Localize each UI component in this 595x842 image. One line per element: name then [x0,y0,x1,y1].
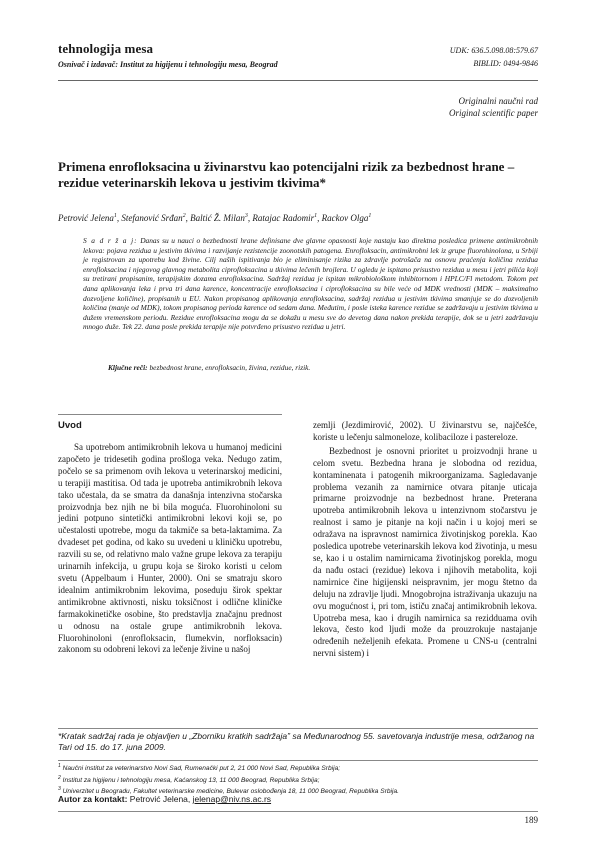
body-paragraph: Bezbednost je osnovni prioritet u proizvodnji hrane u celom svetu. Bezbedna hrana je slobodna od rezidua, kontaminenata i patogenih mikroorganizama. Sagledavanje problema vezanih za namirnice otvara pitanje uticaja primarne proizvodnje na bezbednost hrane. Preterana upotreba antimikrobnih lekova u intenzivnom stočarstvu je realnost i samo je pitanje na koji način i u kojoj meri se odražava na ispravnost namirnica životinjskog porekla. Kao posledica upotrebe veterinarskih lekova kod životinja, u mesu se, kao i u ostalim namirnicama životinjskog porekla, mogu da nađu ostaci (rezidue) lekova i njihovih metabolita, koji namirnice čine higijenski neispravnim, jer mogu štetno da deluju na zdravlje ljudi. Mnogobrojna istraživanja ukazuju na ovu mogućnost i, pri tom, ističu značaj antimikrobnih lekova. Upotreba mesa, kao i drugih namirnica sa rezidduama ovih lekova, često kod ljudi može da prouzrokuje nastajanje određenih neželjenih efekata. Promene u CNS-u (centralni nervni sistem) i [313,445,537,659]
keywords-label: Ključne reči: [108,363,148,372]
affiliation-text: Institut za higijenu i tehnologiju mesa, Kaćanskog 13, 11 000 Beograd, Republika Srbija; [62,776,320,784]
author-name: Stefanović Srđan [121,213,183,223]
author-name: Baltić Ž. Milan [190,213,245,223]
page-number: 189 [58,811,538,825]
udk-code: UDK: 636.5.098.08:579.67 [449,46,538,55]
journal-title: tehnologija mesa [58,41,154,56]
contact-label: Autor za kontakt: [58,794,128,804]
paper-type-en: Original scientific paper [449,108,538,118]
publisher-line: Osnivač i izdavač: Institut za higijenu i tehnologiju mesa, Beograd [58,60,278,69]
paper-type-sr: Originalni naučni rad [458,96,538,106]
author-name: Rackov Olga [321,213,369,223]
section-heading: Uvod [58,420,282,432]
body-column-right [313,420,537,662]
affiliation-mark: 2 [58,774,61,781]
author-affiliation-mark: 1 [368,213,372,219]
author-name: Ratajac Radomir [252,213,315,223]
paper-type [449,95,538,119]
body-column-left [58,420,282,658]
author-list: Petrović Jelena$^1$, Stefanović Srđan$^2$, Baltić Ž. Milan$^3$, Ratajac Radomir$^1$, Rackov Olga$^1$ [58,213,372,223]
affiliation-item [58,774,538,786]
contact-name: Petrović Jelena, [129,794,191,804]
journal-header [58,41,538,81]
affiliation-mark: 1 [58,763,61,769]
keywords-text: bezbednost hrane, enrofloksacin, živina, rezidue, rizik. [149,363,311,372]
author-affiliation-mark: 1 [113,213,117,219]
article-title: Primena enrofloksacina u živinarstvu kao potencijalni rizik za bezbednost hrane – rezidue veterinarskih lekova u jestivim tkivima* [58,159,515,190]
abstract-text: Danas su u nauci o bezbednosti hrane definisane dve glavne opasnosti koje nastaju kao direktna posledica primene antimikrobnih lekova: pojava rezidua u jestivim tkivima i razvijanje rezistencije zoonotskih patogena. Enrofloksacin, antimikrobni lek iz grupe fluorohinolona, u Srbiji je registrovan za upotrebu kod živine. Cilj naših ispitivanja bio je eliminisanje rizika za zdravlje potrošača na osnovu praćenja količina rezidua enrofloksacina i njegovog glavnog metabolita ciprofloksacina u tkivima lečenih brojlera. U ogledu je ispitano prisustvo rezidua u mesu i jetri pilića koji su tretirani propisanim, terapijskim dozama enrofloksacina. Sadržaj rezidua je ispitan mikrobiološkom inhibitornom i HPLC/Fl metodom. Tokom pet dana aplikovanja leka i prva tri dana karence, koncentracije enrofloksacina i ciprofloksacina su bile veće od MDK vrednosti (MDK – maksimalno dozvoljene količine), propisanih u EU. Nakon propisanog aplikovanja enrofloksacina, sadržaj rezidua u jestivim tkivima smanjuje se do dozvoljenih količina (manje od MDK), tokom propisanog perioda karence od sedam dana. Međutim, i posle isteka karence rezidue se zadržavaju u jestivim tkivima u dužem vremenskom periodu. Rezidue enrofloksacina mogu da se dokažu u mesu sve do devetog dana nakon prekida terapije, dok se u jetri zadržavaju mnogo duže. Tek 22. dana posle prekida terapije nije potvrđeno prisustvo rezidua u jetri. [83,236,538,332]
body-paragraph: zemlji (Jezdimirović, 2002). U živinarstvu se, najčešće, koriste u lečenju salmoneloze, kolibaciloze i pastereloze. [313,420,537,442]
affiliation-text: Univerzitet u Beogradu, Fakultet veterinarske medicine, Bulevar oslobođenja 18, 11 000 Beograd, Republika Srbija. [62,788,399,796]
contact-email-link[interactable]: jelenap@niv.ns.ac.rs [192,794,272,804]
affiliation-item [58,762,538,774]
keywords [108,363,310,372]
author-name: Petrović Jelena [58,213,114,223]
abstract [83,236,538,332]
contact-author [58,794,271,804]
author-affiliation-mark: 2 [182,213,186,219]
author-affiliation-mark: 1 [314,213,318,219]
abstract-label: S a d r ž a j: [83,236,138,245]
affiliation-mark: 3 [58,786,61,793]
affiliations [58,760,538,797]
author-affiliation-mark: 3 [244,213,248,219]
conference-footnote: *Kratak sadržaj rada je objavljen u „Zborniku kratkih sadržaja” sa Međunarodnog 55. savetovanja industrije mesa, održanog na Tari od 15. do 17. juna 2009. [58,728,538,753]
affiliation-text: Naučni institut za veterinarstvo Novi Sad, Rumenački put 2, 21 000 Novi Sad, Republika Srbija; [62,765,341,773]
body-paragraph: Sa upotrebom antimikrobnih lekova u humanoj medicini započeto je tridesetih godina prošloga veka. Nedugo zatim, počelo se sa primenom ovih lekova u veterinarskoj medicini, u terapiji mastitisa. Od tada je upotreba antimikrobnih lekova tako učestala, da se smatra da današnja intenzivna stočarska proizvodnja bez njih ne bi bila moguća. Fluorohinoloni su jedini potpuno sintetički antimikrobni lekovi koji se, po učestalosti upotrebe, mogu da takmiče sa beta-laktamima. Za dvadeset pet godina, od kako su uvedeni u kliničku upotrebu, razvili su se, od relativno malo važne grupe lekova za terapiju urinarnih infekcija, u grupu koja se široko koristi u celom svetu (Appelbaum i Hunter, 2000). Oni se smatraju skoro idealnim antimikrobnim lekovima, poseduju širok spektar antimikrobne aktivnosti, nisku toksičnost i odlične kliničke farmakokinetičke osobine, što predstavlja značajnu prednost u odnosu na ostale grupe antimikrobnih lekova. Fluorohinoloni (enrofloksacin, flumekvin, norfloksacin) zakonom su odobreni lekovi za lečenje živine u našoj [58,442,282,655]
bibid-code: BIBLID: 0494-9846 [473,59,538,68]
